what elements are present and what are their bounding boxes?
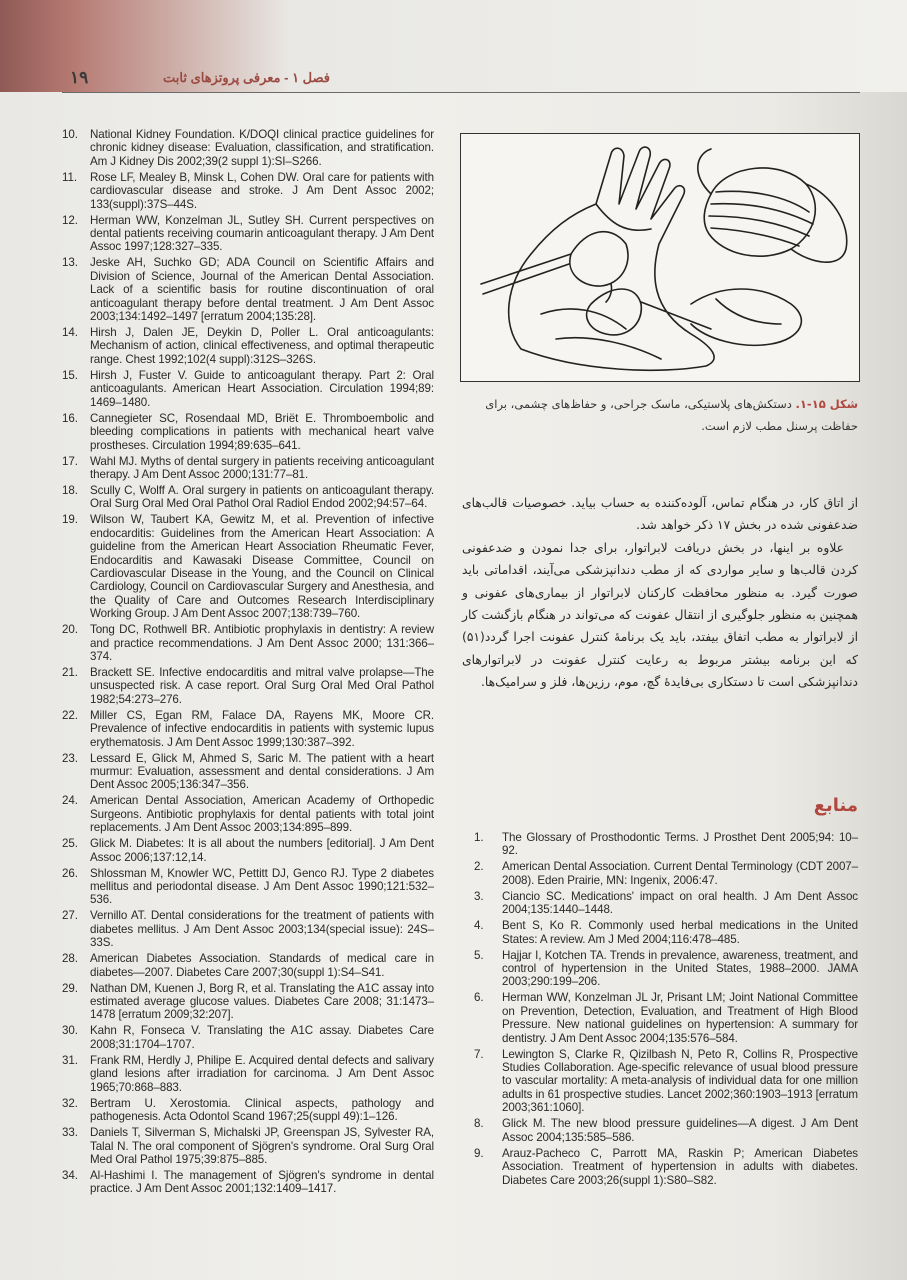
reference-item [62,837,434,864]
reference-text: Nathan DM, Kuenen J, Borg R, et al. Translating the A1C assay into estimated average glucose values. Diabetes Care 2008; 31:1473–1478 [erratum 2009;32:207]. [90,981,434,1022]
reference-number: 23. [62,751,78,765]
reference-number: 24. [62,794,78,808]
figure-caption-text: دستکش‌های پلاستیکی، ماسک جراحی، و حفاظ‌های چشمی، برای حفاظت پرسنل مطب لازم است. [485,397,858,433]
reference-text: Lewington S, Clarke R, Qizilbash N, Peto R, Collins R, Prospective Studies Collaboration. Age-specific relevance of usual blood pressure to vascular mortality: A meta-analysis of individual data for one million adults in 61 prospective studies. Lancet 2002;360:1903–1913 [erratum 2003;361:1060]. [502,1047,858,1115]
reference-number: 2. [474,860,484,874]
reference-item [62,752,434,792]
reference-item [62,952,434,979]
reference-text: Glick M. Diabetes: It is all about the numbers [editorial]. J Am Dent Assoc 2006;137:12,14. [90,837,434,864]
reference-item [62,623,434,663]
reference-item [62,1097,434,1124]
reference-number: 6. [474,991,484,1005]
reference-text: Shlossman M, Knowler WC, Pettitt DJ, Genco RJ. Type 2 diabetes mellitus and periodontal disease. J Am Dent Assoc 1990;121:532–536. [90,866,434,907]
reference-item [474,831,858,858]
reference-text: Daniels T, Silverman S, Michalski JP, Greenspan JS, Sylvester RA, Talal N. The oral component of Sjögren's syndrome. Oral Surg Oral Med Oral Pathol 1975;39:875–885. [90,1126,434,1166]
body-text [462,492,858,694]
reference-number: 12. [62,213,78,227]
reference-item [474,1048,858,1115]
reference-item [62,513,434,620]
reference-number: 17. [62,454,78,468]
reference-item [474,991,858,1045]
reference-number: 16. [62,411,78,425]
left-reference-list [62,128,434,1198]
reference-item [62,794,434,834]
reference-text: Bertram U. Xerostomia. Clinical aspects, pathology and pathogenesis. Acta Odontol Scand 1967;25(suppl 49):1–126. [90,1096,434,1124]
reference-text: American Dental Association, American Academy of Orthopedic Surgeons. Antibiotic prophylaxis for dental patients with total joint replacements. J Am Dent Assoc 2003;134:895–899. [90,794,434,835]
reference-number: 13. [62,256,78,270]
figure-protective-equipment [460,133,860,382]
reference-item [62,171,434,211]
reference-text: Ciancio SC. Medications' impact on oral health. J Am Dent Assoc 2004;135:1440–1448. [502,889,858,917]
reference-item [62,982,434,1022]
reference-number: 4. [474,919,484,933]
reference-number: 9. [474,1146,484,1160]
reference-text: Bent S, Ko R. Commonly used herbal medications in the United States: A review. Am J Med 2004;116:478–485. [502,919,858,946]
reference-number: 14. [62,326,78,340]
reference-item [62,256,434,323]
reference-text: Arauz-Pacheco C, Parrott MA, Raskin P; American Diabetes Association. Treatment of hypertension in adults with diabetes. Diabetes Care 2003;26(suppl 1):S80–S82. [502,1146,858,1187]
reference-number: 20. [62,623,78,637]
right-reference-list [474,831,858,1190]
reference-item [474,1117,858,1144]
reference-text: American Dental Association. Current Dental Terminology (CDT 2007–2008). Eden Prairie, MN: Ingenix, 2006:47. [502,860,858,887]
reference-number: 27. [62,909,78,923]
reference-number: 32. [62,1096,78,1110]
figure-caption [462,393,858,437]
body-paragraph: از اتاق کار، در هنگام تماس، آلوده‌کننده به حساب بیاید. خصوصیات قالب‌های ضدعفونی شده در بخش ۱۷ ذکر خواهد شد. [462,496,858,533]
reference-text: Rose LF, Mealey B, Minsk L, Cohen DW. Oral care for patients with cardiovascular disease and stroke. J Am Dent Assoc 2002; 133(suppl):37S–44S. [90,170,434,211]
reference-item [62,128,434,168]
page-number: ۱۹ [70,68,89,87]
reference-text: Kahn R, Fonseca V. Translating the A1C assay. Diabetes Care 2008;31:1704–1707. [90,1024,434,1051]
reference-number: 3. [474,889,484,903]
reference-text: Al-Hashimi I. The management of Sjögren's syndrome in dental practice. J Am Dent Assoc 2001;132:1409–1417. [90,1168,434,1196]
reference-number: 22. [62,708,78,722]
sources-heading: منابع [813,795,858,816]
reference-number: 7. [474,1047,484,1061]
reference-text: Cannegieter SC, Rosendaal MD, Briët E. Thromboembolic and bleeding complications in patients with mechanical heart valve prostheses. Circulation 1994;89:635–641. [90,411,434,452]
reference-text: National Kidney Foundation. K/DOQI clinical practice guidelines for chronic kidney disease: Evaluation, classification, and stratification. Am J Kidney Dis 2002;39(2 suppl 1):SI–S266. [90,128,434,168]
reference-text: American Diabetes Association. Standards of medical care in diabetes—2007. Diabetes Care 2007;30(suppl 1):S4–S41. [90,952,434,979]
reference-text: Vernillo AT. Dental considerations for the treatment of patients with diabetes mellitus. J Am Dent Assoc 2003;134(special issue): 24S–33S. [90,909,434,950]
reference-item [62,909,434,949]
reference-number: 19. [62,513,78,527]
reference-item [62,867,434,907]
header-rule [62,92,860,93]
reference-item [62,666,434,706]
reference-item [474,890,858,917]
reference-text: Brackett SE. Infective endocarditis and mitral valve prolapse—The unsuspected risk. A case report. Oral Surg Oral Med Oral Pathol 1982;54:273–276. [90,665,434,706]
reference-text: Wilson W, Taubert KA, Gewitz M, et al. Prevention of infective endocarditis: Guidelines from the American Heart Association: A guideline from the American Heart Association Rheumatic Fever, Endocarditis and Kawasaki Disease Committee, Council on Cardiovascular Disease in the Young, and the Council on Clinical Cardiology, Council on Cardiovascular Surgery and Anesthesia, and the Quality of Care and Outcomes Research Interdisciplinary Working Group. J Am Dent Assoc 2007;138:739–760. [90,513,434,621]
reference-text: Scully C, Wolff A. Oral surgery in patients on anticoagulant therapy. Oral Surg Oral Med Oral Pathol Oral Radiol Endod 2002;94:57–64. [90,483,434,511]
reference-item [62,709,434,749]
reference-number: 5. [474,948,484,962]
reference-number: 29. [62,981,78,995]
reference-number: 26. [62,866,78,880]
reference-item [474,949,858,989]
reference-item [62,1054,434,1094]
reference-item [474,919,858,946]
reference-item [62,484,434,511]
reference-item [62,1126,434,1166]
reference-item [62,369,434,409]
reference-number: 31. [62,1053,78,1067]
reference-text: Glick M. The new blood pressure guidelines—A digest. J Am Dent Assoc 2004;135:585–586. [502,1117,858,1144]
reference-text: Wahl MJ. Myths of dental surgery in patients receiving anticoagulant therapy. J Am Dent Assoc 2000;131:77–81. [90,454,434,481]
reference-number: 30. [62,1024,78,1038]
reference-item [62,412,434,452]
reference-number: 34. [62,1168,78,1182]
reference-number: 33. [62,1126,78,1140]
reference-number: 21. [62,665,78,679]
body-paragraph: علاوه بر اینها، در بخش دریافت لابراتوار، برای جدا نمودن و ضدعفونی کردن قالب‌ها و سایر مواردی که از مطب دندانپزشکی می‌آیند، اقداماتی باید صورت گیرد. به منظور محافظت کارکنان لابراتوار از بیماری‌های عفونی و همچنین به منظور جلوگیری از انتقال عفونت که می‌تواند در هنگام بازگشت کار از لابراتوار به مطب اتفاق بیفتد، باید یک برنامهٔ کنترل عفونت اجرا گردد(۵۱) که این برنامه بیشتر مربوط به رعایت کنترل عفونت در لابراتوارهای دندانپزشکی است تا دستکاری بی‌فایدهٔ گچ، موم، رزین‌ها، فلز و سرامیک‌ها. [462,540,858,690]
reference-number: 28. [62,952,78,966]
reference-item [62,1024,434,1051]
reference-number: 10. [62,128,78,141]
chapter-title: فصل ۱ - معرفی پروتزهای ثابت [163,70,330,85]
reference-text: Tong DC, Rothwell BR. Antibiotic prophylaxis in dentistry: A review and practice recommendations. J Am Dent Assoc 2000; 131:366–374. [90,623,434,663]
reference-item [474,1147,858,1187]
reference-text: Hajjar I, Kotchen TA. Trends in prevalence, awareness, treatment, and control of hypertension in the United States, 1988–2000. JAMA 2003;290:199–206. [502,948,858,989]
reference-text: Hirsh J, Dalen JE, Deykin D, Poller L. Oral anticoagulants: Mechanism of action, clinical effectiveness, and optimal therapeutic range. Chest 1992;102(4 suppl):312S–326S. [90,326,434,366]
reference-item [62,214,434,254]
reference-text: Frank RM, Herdly J, Philipe E. Acquired dental defects and salivary gland lesions after irradiation for carcinoma. J Am Dent Assoc 1965;70:868–883. [90,1053,434,1094]
reference-item [474,860,858,887]
reference-number: 15. [62,368,78,382]
reference-number: 18. [62,483,78,497]
reference-text: The Glossary of Prosthodontic Terms. J Prosthet Dent 2005;94: 10–92. [502,831,858,858]
protective-equipment-illustration [461,134,859,381]
reference-item [62,326,434,366]
reference-text: Jeske AH, Suchko GD; ADA Council on Scientific Affairs and Division of Science, Journal of the American Dental Association. Lack of a scientific basis for routine discontinuation of oral anticoagulant therapy before dental treatment. J Am Dent Assoc 2003;134:1492–1497 [erratum 2004;135:28]. [90,256,434,324]
reference-text: Miller CS, Egan RM, Falace DA, Rayens MK, Moore CR. Prevalence of infective endocarditis in patients with systemic lupus erythematosis. J Am Dent Assoc 1999;130:387–392. [90,708,434,749]
reference-text: Lessard E, Glick M, Ahmed S, Saric M. The patient with a heart murmur: Evaluation, assessment and dental considerations. J Am Dent Assoc 2005;136:347–356. [90,751,434,792]
reference-number: 1. [474,831,484,844]
reference-number: 8. [474,1117,484,1131]
reference-text: Hirsh J, Fuster V. Guide to anticoagulant therapy. Part 2: Oral anticoagulants. American Heart Association. Circulation 1994;89: 1469–1480. [90,368,434,409]
reference-item [62,455,434,482]
reference-text: Herman WW, Konzelman JL Jr, Prisant LM; Joint National Committee on Prevention, Detection, Evaluation, and Treatment of High Blood Pressure. New national guidelines on hypertension: A summary for dentistry. J Am Dent Assoc 2004;135:576–584. [502,991,858,1045]
reference-item [62,1169,434,1196]
reference-text: Herman WW, Konzelman JL, Sutley SH. Current perspectives on dental patients receiving coumarin anticoagulant therapy. J Am Dent Assoc 1997;128:327–335. [90,213,434,254]
reference-number: 11. [62,170,77,184]
reference-number: 25. [62,837,78,851]
figure-caption-label: شکل ۱۵-۱. [795,397,858,411]
